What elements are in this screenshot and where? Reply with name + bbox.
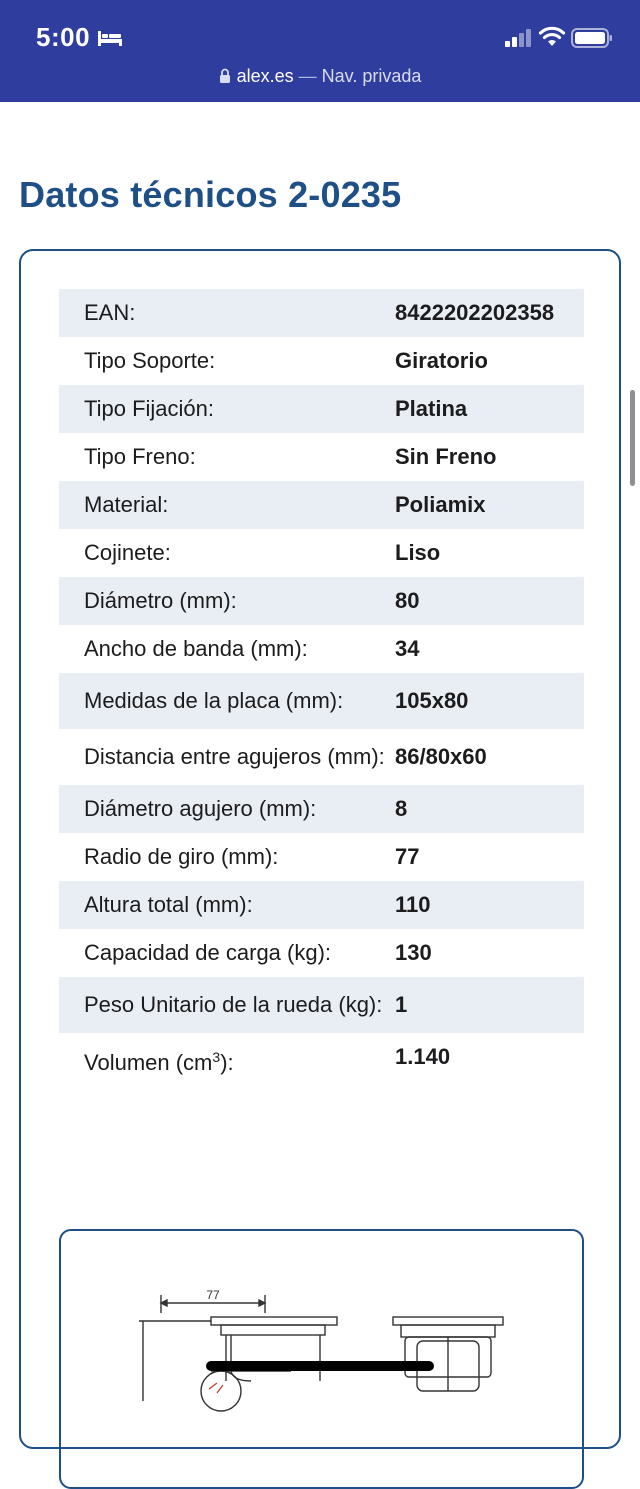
spec-label: EAN: bbox=[84, 300, 136, 325]
spec-value: Platina bbox=[395, 396, 468, 421]
spec-value: 1.140 bbox=[395, 1044, 451, 1069]
spec-row-tipo-soporte bbox=[59, 337, 584, 385]
spec-row-volumen bbox=[59, 1033, 584, 1087]
spec-row-material bbox=[59, 481, 584, 529]
spec-row-peso-unitario bbox=[59, 977, 584, 1033]
spec-row-tipo-fijacion bbox=[59, 385, 584, 433]
status-bar bbox=[0, 0, 640, 102]
status-time: 5:00 bbox=[36, 22, 91, 52]
spec-label: Material: bbox=[84, 492, 169, 517]
spec-label: Tipo Freno: bbox=[84, 444, 196, 469]
spec-value: 80 bbox=[395, 588, 420, 613]
spec-label: Cojinete: bbox=[84, 540, 171, 565]
spec-value: Liso bbox=[395, 540, 441, 565]
spec-value: 86/80x60 bbox=[395, 744, 487, 769]
spec-label-prefix: Volumen (cm bbox=[84, 1050, 213, 1075]
spec-label: Medidas de la placa (mm): bbox=[84, 688, 344, 713]
spec-value: 8422202202358 bbox=[395, 300, 555, 325]
spec-value: 110 bbox=[395, 892, 431, 917]
spec-value: Giratorio bbox=[395, 348, 488, 373]
spec-label-suffix: ): bbox=[220, 1050, 234, 1075]
scrollbar[interactable] bbox=[630, 390, 635, 486]
spec-label: Capacidad de carga (kg): bbox=[84, 940, 332, 965]
spec-label: Distancia entre agujeros (mm): bbox=[84, 744, 385, 769]
url-domain: alex.es bbox=[236, 66, 294, 86]
spec-label: Ancho de banda (mm): bbox=[84, 636, 308, 661]
home-indicator[interactable] bbox=[206, 1361, 434, 1371]
spec-row-diametro-agujero bbox=[59, 785, 584, 833]
spec-label: Radio de giro (mm): bbox=[84, 844, 279, 869]
spec-label: Peso Unitario de la rueda (kg): bbox=[84, 992, 383, 1017]
spec-label: Tipo Soporte: bbox=[84, 348, 216, 373]
spec-value: 8 bbox=[395, 796, 408, 821]
spec-label bbox=[84, 1044, 395, 1076]
specs-table bbox=[59, 289, 584, 1087]
page-title: Datos técnicos 2-0235 bbox=[19, 174, 402, 215]
url-separator: — bbox=[298, 66, 317, 86]
spec-row-cojinete bbox=[59, 529, 584, 577]
spec-value: 34 bbox=[395, 636, 420, 661]
spec-row-distancia-agujeros bbox=[59, 729, 584, 785]
spec-value: Sin Freno bbox=[395, 444, 497, 469]
spec-row-altura-total bbox=[59, 881, 584, 929]
bed-icon bbox=[97, 28, 123, 48]
dimension-label: 77 bbox=[206, 1288, 220, 1302]
signal-icon bbox=[503, 28, 533, 48]
spec-value: 77 bbox=[395, 844, 420, 869]
spec-row-tipo-freno bbox=[59, 433, 584, 481]
spec-label-superscript: 3 bbox=[212, 1049, 221, 1065]
lock-icon bbox=[219, 68, 231, 83]
wifi-icon bbox=[538, 26, 566, 48]
spec-label: Altura total (mm): bbox=[84, 892, 253, 917]
private-mode-label: Nav. privada bbox=[321, 66, 422, 86]
spec-label: Diámetro (mm): bbox=[84, 588, 237, 613]
spec-row-capacidad-carga bbox=[59, 929, 584, 977]
spec-row-radio-giro bbox=[59, 833, 584, 881]
battery-icon bbox=[571, 28, 613, 48]
spec-value: 130 bbox=[395, 940, 432, 965]
technical-drawing[interactable] bbox=[59, 1229, 584, 1489]
spec-row-diametro bbox=[59, 577, 584, 625]
spec-value: 1 bbox=[395, 992, 408, 1017]
spec-row-medidas-placa bbox=[59, 673, 584, 729]
spec-value: 105x80 bbox=[395, 688, 469, 713]
spec-row-ancho-banda bbox=[59, 625, 584, 673]
spec-value: Poliamix bbox=[395, 492, 486, 517]
caster-drawing-svg bbox=[61, 1231, 584, 1489]
specs-card bbox=[19, 249, 621, 1449]
url-bar[interactable] bbox=[0, 66, 640, 87]
spec-label: Diámetro agujero (mm): bbox=[84, 796, 317, 821]
spec-row-ean bbox=[59, 289, 584, 337]
spec-label: Tipo Fijación: bbox=[84, 396, 215, 421]
